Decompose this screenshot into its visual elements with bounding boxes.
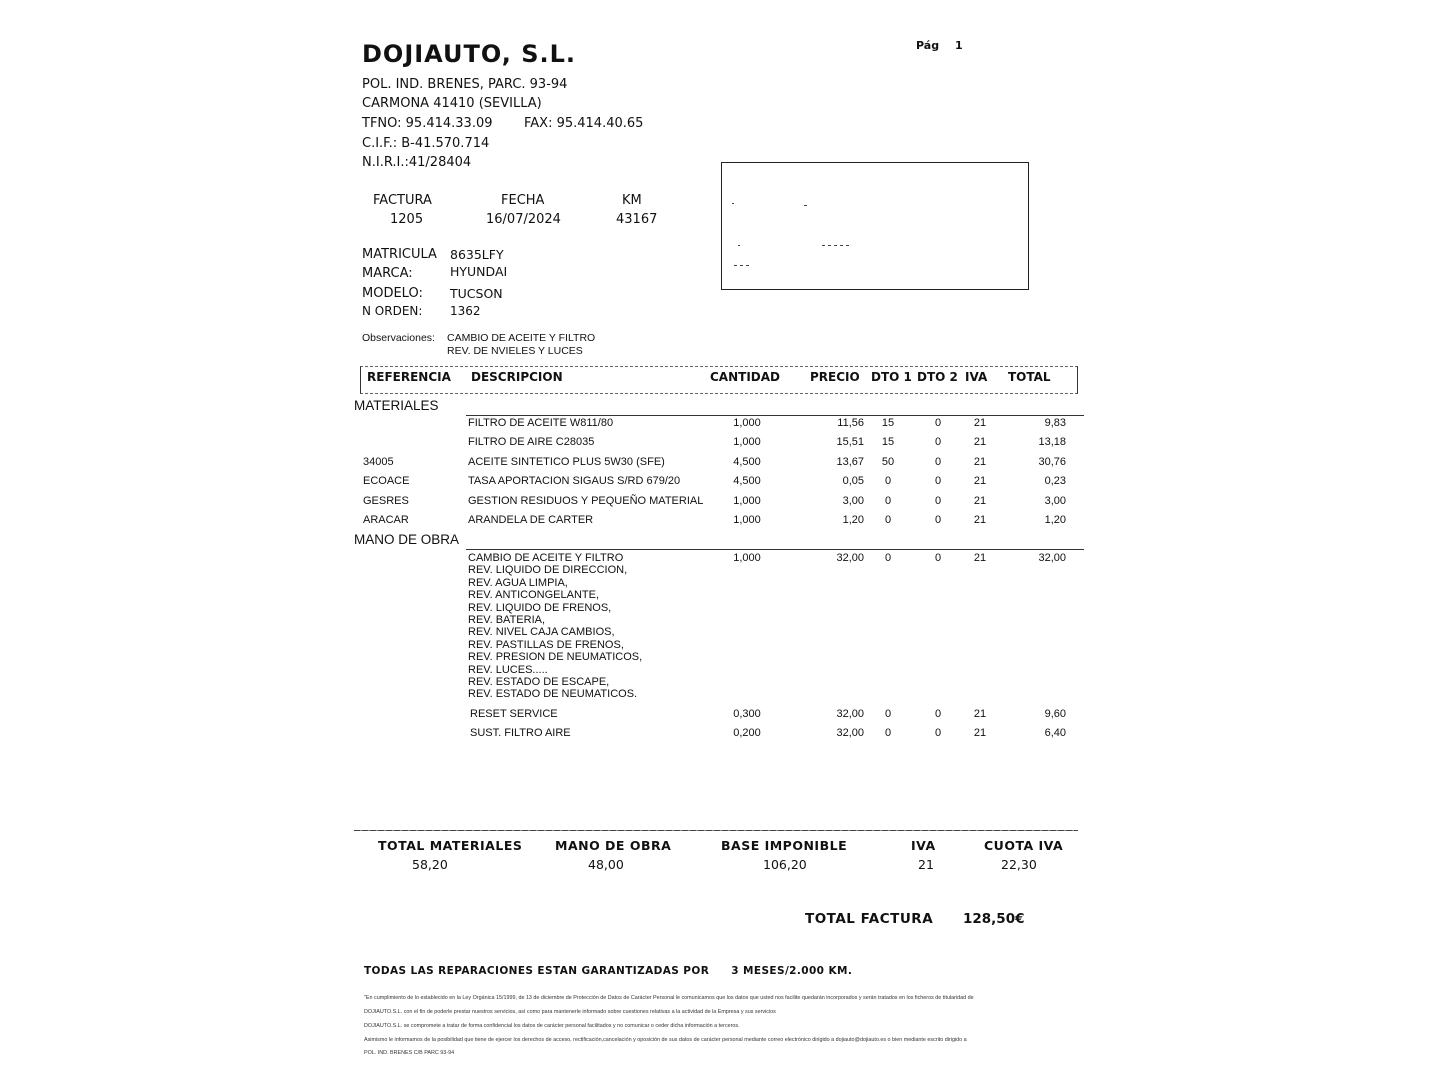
row-descripcion: ARANDELA DE CARTER bbox=[468, 514, 594, 526]
row-cantidad: 0,300 bbox=[733, 708, 761, 720]
row-dto2: 0 bbox=[934, 417, 942, 429]
row-dto1: 0 bbox=[884, 495, 892, 507]
matricula-label: MATRICULA bbox=[362, 247, 437, 262]
row-iva: 21 bbox=[973, 708, 987, 720]
factura-number: 1205 bbox=[390, 212, 424, 227]
row-dto1: 0 bbox=[884, 475, 892, 487]
totals-divider bbox=[354, 830, 1078, 831]
col-precio: PRECIO bbox=[810, 370, 860, 384]
observaciones-label: Observaciones: bbox=[362, 332, 435, 344]
row-precio: 0,05 bbox=[842, 475, 864, 487]
row-total: 30,76 bbox=[1038, 456, 1066, 468]
marca-value: HYUNDAI bbox=[450, 264, 508, 279]
legal-line-1: "En cumplimiento de lo establecido en la Ley Orgánica 15/1999, de 13 de diciembre de Protección de Datos de Carácter Personal le comunicamos que los datos que usted nos facilite quedarán incorporados y serán tratados en los ficheros de titularidad de bbox=[364, 995, 974, 1001]
row-precio: 32,00 bbox=[836, 727, 864, 739]
row-dto2: 0 bbox=[934, 436, 942, 448]
labor-line: CAMBIO DE ACEITE Y FILTRO bbox=[468, 552, 624, 564]
labor-total: 32,00 bbox=[1038, 552, 1066, 564]
row-precio: 32,00 bbox=[836, 708, 864, 720]
row-iva: 21 bbox=[973, 727, 987, 739]
labor-iva: 21 bbox=[973, 552, 987, 564]
labor-dto1: 0 bbox=[884, 552, 892, 564]
legal-line-3: DOJIAUTO.S.L. se compromete a tratar de forma confidencial los datos de carácter personal facilitados y no comunicar o ceder dicha información a terceros. bbox=[364, 1023, 740, 1029]
row-dto2: 0 bbox=[934, 708, 942, 720]
materiales-section-title: MATERIALES bbox=[354, 398, 439, 413]
row-cantidad: 4,500 bbox=[733, 456, 761, 468]
row-referencia: ARACAR bbox=[363, 514, 409, 526]
marca-label: MARCA: bbox=[362, 266, 413, 281]
cuota-iva-label: CUOTA IVA bbox=[984, 838, 1064, 853]
row-dto1: 50 bbox=[881, 456, 895, 468]
row-precio: 13,67 bbox=[836, 456, 864, 468]
col-dto2: DTO 2 bbox=[917, 370, 958, 384]
base-imponible-value: 106,20 bbox=[763, 857, 807, 872]
row-total: 0,23 bbox=[1044, 475, 1066, 487]
labor-precio: 32,00 bbox=[836, 552, 864, 564]
matricula-value: 8635LFY bbox=[450, 247, 504, 262]
total-materiales-value: 58,20 bbox=[412, 857, 448, 872]
guarantee-text bbox=[364, 965, 852, 977]
row-referencia: 34005 bbox=[363, 456, 394, 468]
labor-line: REV. BATERIA, bbox=[468, 614, 546, 627]
row-cantidad: 1,000 bbox=[733, 495, 761, 507]
col-total: TOTAL bbox=[1008, 370, 1051, 384]
labor-line: REV. LUCES..... bbox=[468, 663, 548, 676]
labor-cantidad: 1,000 bbox=[733, 552, 761, 564]
row-iva: 21 bbox=[973, 475, 987, 487]
row-iva: 21 bbox=[973, 436, 987, 448]
labor-line: REV. AGUA LIMPIA, bbox=[468, 576, 568, 589]
legal-line-4: Asimismo le informamos de la posibilidad que tiene de ejercer los derechos de acceso, rectificación,cancelación y oposición de sus datos de carácter personal mediante correo electrónico dirigido a dojiauto@dojiauto.es o bien mediante escrito dirigido a bbox=[364, 1037, 967, 1043]
row-total: 6,40 bbox=[1044, 727, 1066, 739]
factura-label: FACTURA bbox=[373, 193, 432, 208]
mano-obra-section-title: MANO DE OBRA bbox=[354, 532, 460, 547]
row-total: 3,00 bbox=[1044, 495, 1066, 507]
mano-obra-divider bbox=[466, 549, 1084, 550]
row-precio: 15,51 bbox=[836, 436, 864, 448]
labor-line: REV. ESTADO DE ESCAPE, bbox=[468, 676, 610, 689]
base-imponible-label: BASE IMPONIBLE bbox=[721, 838, 848, 853]
row-cantidad: 0,200 bbox=[733, 727, 761, 739]
labor-line: REV. ESTADO DE NEUMATICOS. bbox=[468, 688, 638, 701]
orden-value: 1362 bbox=[450, 304, 481, 318]
company-niri: N.I.R.I.:41/28404 bbox=[362, 155, 472, 170]
row-descripcion: ACEITE SINTETICO PLUS 5W30 (SFE) bbox=[468, 456, 665, 468]
labor-dto2: 0 bbox=[934, 552, 942, 564]
observaciones-line2: REV. DE NVIELES Y LUCES bbox=[447, 345, 583, 357]
company-fax: FAX: 95.414.40.65 bbox=[524, 116, 644, 131]
row-total: 1,20 bbox=[1044, 514, 1066, 526]
row-precio: 1,20 bbox=[842, 514, 864, 526]
labor-line: REV. ANTICONGELANTE, bbox=[468, 589, 600, 602]
modelo-label: MODELO: bbox=[362, 286, 423, 301]
client-address-box bbox=[721, 162, 1029, 290]
row-iva: 21 bbox=[973, 456, 987, 468]
company-cif: C.I.F.: B-41.570.714 bbox=[362, 136, 490, 151]
row-descripcion: RESET SERVICE bbox=[470, 708, 558, 720]
row-descripcion: TASA APORTACION SIGAUS S/RD 679/20 bbox=[468, 475, 681, 487]
company-address-line2: CARMONA 41410 (SEVILLA) bbox=[362, 96, 542, 111]
legal-line-5: POL. IND. BRENES C/B PARC 93-94 bbox=[364, 1050, 455, 1056]
mano-obra-description bbox=[468, 552, 642, 701]
iva-label: IVA bbox=[911, 838, 936, 853]
row-iva: 21 bbox=[973, 417, 987, 429]
materiales-divider bbox=[466, 415, 1084, 416]
total-factura-value: 128,50€ bbox=[963, 911, 1025, 927]
cuota-iva-value: 22,30 bbox=[1001, 857, 1037, 872]
col-cantidad: CANTIDAD bbox=[710, 370, 780, 384]
guarantee-period: 3 MESES/2.000 KM. bbox=[731, 965, 853, 977]
row-precio: 11,56 bbox=[837, 417, 864, 429]
row-total: 9,83 bbox=[1044, 417, 1066, 429]
labor-line: REV. NIVEL CAJA CAMBIOS, bbox=[468, 626, 615, 639]
labor-line: REV. LIQUIDO DE DIRECCION, bbox=[468, 564, 628, 577]
modelo-value: TUCSON bbox=[450, 286, 503, 301]
labor-line: REV. PASTILLAS DE FRENOS, bbox=[468, 638, 624, 651]
row-descripcion: FILTRO DE AIRE C28035 bbox=[468, 436, 595, 448]
col-iva: IVA bbox=[965, 370, 988, 384]
row-cantidad: 1,000 bbox=[733, 436, 761, 448]
labor-line: REV. PRESION DE NEUMATICOS, bbox=[468, 651, 643, 664]
total-mano-obra-value: 48,00 bbox=[588, 857, 624, 872]
row-dto1: 15 bbox=[881, 436, 895, 448]
row-precio: 3,00 bbox=[842, 495, 864, 507]
km-value: 43167 bbox=[616, 212, 658, 227]
row-referencia: ECOACE bbox=[363, 475, 410, 487]
page-label: Pág bbox=[916, 39, 940, 52]
row-cantidad: 1,000 bbox=[733, 514, 761, 526]
total-materiales-label: TOTAL MATERIALES bbox=[378, 838, 523, 853]
iva-value: 21 bbox=[918, 857, 934, 872]
row-iva: 21 bbox=[973, 514, 987, 526]
fecha-label: FECHA bbox=[501, 193, 545, 208]
row-dto1: 0 bbox=[884, 727, 892, 739]
row-dto1: 0 bbox=[884, 708, 892, 720]
row-descripcion: GESTION RESIDUOS Y PEQUEÑO MATERIAL bbox=[468, 495, 704, 507]
company-address-line1: POL. IND. BRENES, PARC. 93-94 bbox=[362, 77, 568, 92]
row-cantidad: 4,500 bbox=[733, 475, 761, 487]
company-phone: TFNO: 95.414.33.09 bbox=[362, 116, 493, 131]
row-total: 9,60 bbox=[1044, 708, 1066, 720]
company-name: DOJIAUTO, S.L. bbox=[362, 40, 577, 68]
guarantee-statement: TODAS LAS REPARACIONES ESTAN GARANTIZADAS POR bbox=[364, 965, 710, 977]
page-number: 1 bbox=[955, 39, 963, 52]
row-dto2: 0 bbox=[934, 475, 942, 487]
row-descripcion: SUST. FILTRO AIRE bbox=[470, 727, 571, 739]
total-mano-obra-label: MANO DE OBRA bbox=[555, 838, 672, 853]
orden-label: N ORDEN: bbox=[362, 304, 423, 318]
row-total: 13,18 bbox=[1038, 436, 1066, 448]
row-dto2: 0 bbox=[934, 514, 942, 526]
row-referencia: GESRES bbox=[363, 495, 409, 507]
row-dto2: 0 bbox=[934, 456, 942, 468]
row-dto2: 0 bbox=[934, 495, 942, 507]
km-label: KM bbox=[622, 193, 642, 208]
row-iva: 21 bbox=[973, 495, 987, 507]
row-dto1: 0 bbox=[884, 514, 892, 526]
row-dto2: 0 bbox=[934, 727, 942, 739]
legal-line-2: DOJIAUTO.S.L. con el fin de poderle prestar nuestros servicios, así como para mantenerle informado sobre cuestiones relativas a la actividad de la Empresa y sus servicios bbox=[364, 1009, 776, 1015]
observaciones-line1: CAMBIO DE ACEITE Y FILTRO bbox=[447, 332, 596, 344]
row-dto1: 15 bbox=[881, 417, 895, 429]
col-referencia: REFERENCIA bbox=[367, 370, 451, 384]
col-dto1: DTO 1 bbox=[871, 370, 912, 384]
row-cantidad: 1,000 bbox=[733, 417, 761, 429]
labor-line: REV. LIQUIDO DE FRENOS, bbox=[468, 601, 612, 614]
row-descripcion: FILTRO DE ACEITE W811/80 bbox=[468, 417, 614, 429]
total-factura-label: TOTAL FACTURA bbox=[805, 911, 934, 927]
fecha-value: 16/07/2024 bbox=[486, 212, 561, 227]
col-descripcion: DESCRIPCION bbox=[471, 370, 563, 384]
